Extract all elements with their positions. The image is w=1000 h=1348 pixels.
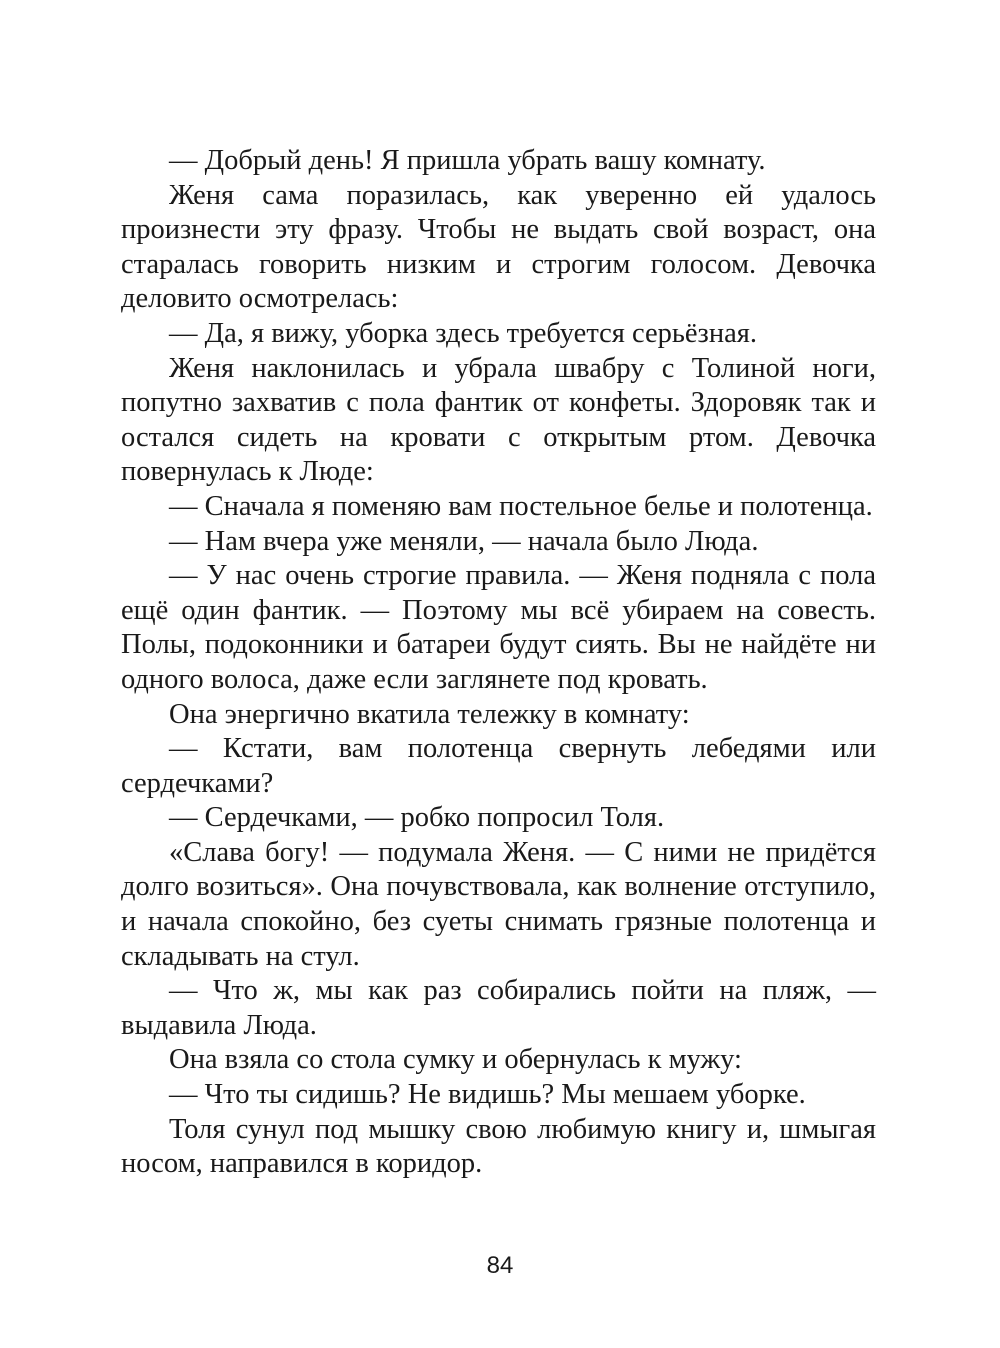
paragraph: — Нам вчера уже меняли, — начала было Люда. <box>169 525 759 557</box>
paragraph: Женя наклонилась и убрала швабру с Толиной ноги, попутно захватив с пола фантик от конфеты. Здоровяк так и остался сидеть на кровати с открытым ртом. Девочка повернулась к Люде: <box>121 352 876 488</box>
page-number: 84 <box>486 1252 514 1279</box>
paragraph: Она взяла со стола сумку и обернулась к мужу: <box>169 1044 742 1076</box>
paragraph: Женя сама поразилась, как уверенно ей удалось произнести эту фразу. Чтобы не выдать свой возраст, она старалась говорить низким и строгим голосом. Девочка деловито осмотрелась: <box>121 179 876 315</box>
paragraph: — Кстати, вам полотенца свернуть лебедями или сердечками? <box>121 733 876 799</box>
paragraph: — Да, я вижу, уборка здесь требуется серьёзная. <box>169 317 757 349</box>
paragraph: — Сначала я поменяю вам постельное белье и полотенца. <box>169 490 873 522</box>
paragraph: — Что ты сидишь? Не видишь? Мы мешаем уборке. <box>169 1079 806 1111</box>
paragraph: — Добрый день! Я пришла убрать вашу комнату. <box>169 145 766 176</box>
paragraph: Она энергично вкатила тележку в комнату: <box>169 698 690 730</box>
paragraph: «Слава богу! — подумала Женя. — С ними не придётся долго возиться». Она почувствовала, как волнение отступило, и начала спокойно, без суеты снимать грязные полотенца и складывать на стул. <box>121 836 876 972</box>
body-text <box>121 144 876 1182</box>
paragraph: — Сердечками, — робко попросил Толя. <box>169 802 665 834</box>
paragraph: — Что ж, мы как раз собирались пойти на пляж, — выдавила Люда. <box>121 975 876 1041</box>
paragraph: — У нас очень строгие правила. — Женя подняла с пола ещё один фантик. — Поэтому мы всё убираем на совесть. Полы, подоконники и батареи будут сиять. Вы не найдёте ни одного волоса, даже если заглянете под кровать. <box>121 560 876 695</box>
paragraph: Толя сунул под мышку свою любимую книгу и, шмыгая носом, направился в коридор. <box>121 1113 876 1180</box>
